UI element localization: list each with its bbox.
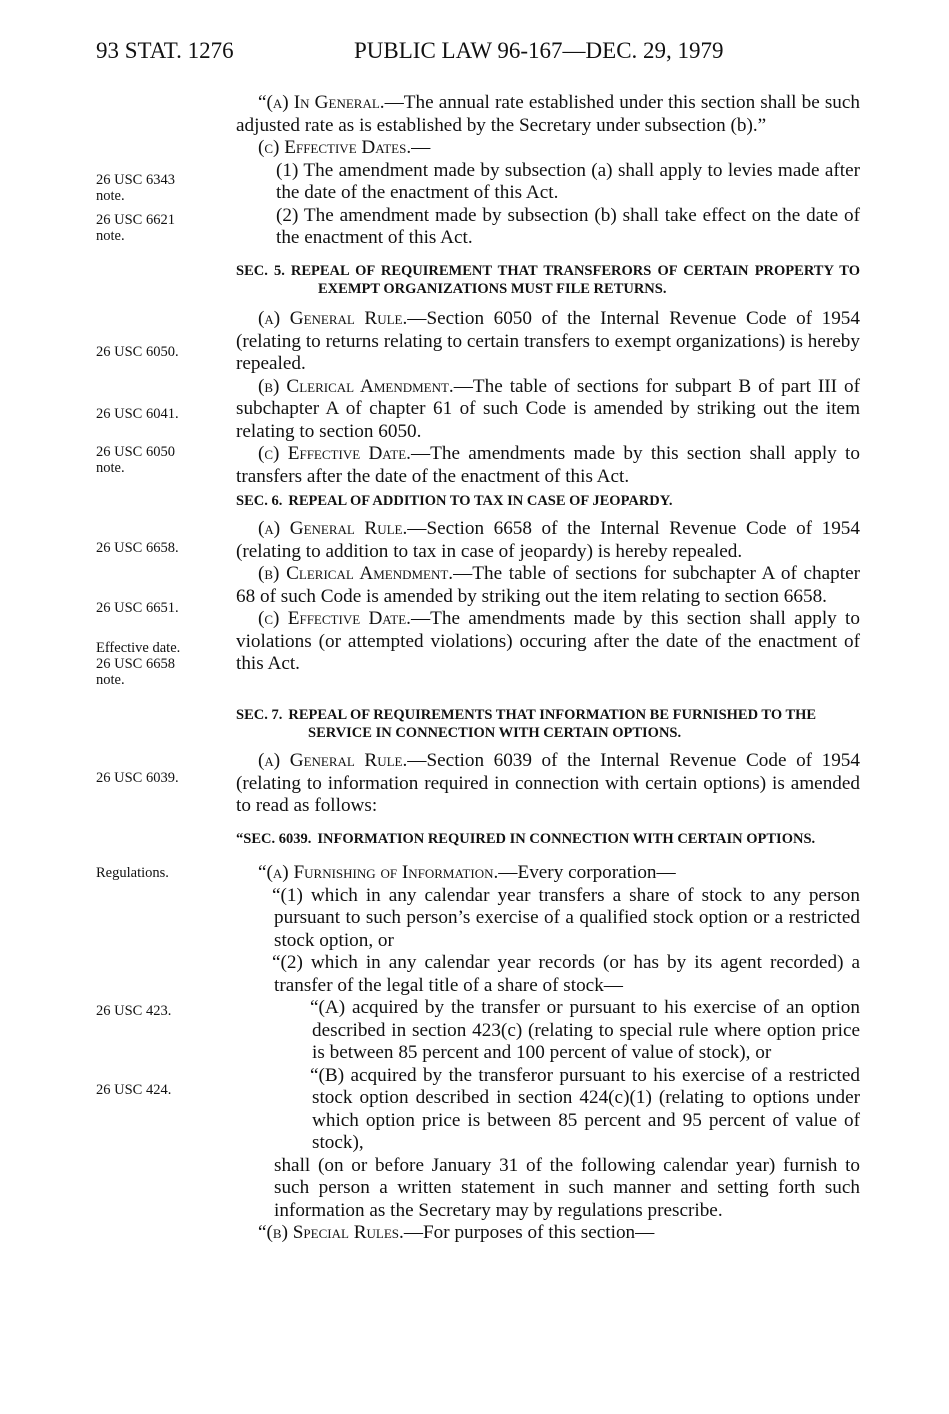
public-law-title: PUBLIC LAW 96-167—DEC. 29, 1979 <box>354 38 724 63</box>
margin-note: 26 USC 424. <box>96 1082 172 1098</box>
margin-note: 26 USC 6050 note. <box>96 444 175 476</box>
section-5 <box>236 262 860 488</box>
subsection-b: “(b) Special Rules.—For purposes of this section— <box>258 1222 655 1243</box>
section-5c: (c) Effective Date.—The amendments made by this section shall apply to transfers after the date of the enactment of this Act. <box>236 443 860 487</box>
clause-B: “(B) acquired by the transferor pursuant to his exercise of a restricted stock option described in section 424(c)(1) (relating to options under which option price is between 85 percent and 95 percent of value of stock), <box>310 1064 860 1153</box>
paragraph-general: “(a) In General.—The annual rate established under this section shall be such adjusted rate as is established by the Secretary under subsection (b).” <box>236 92 861 136</box>
section-6 <box>236 492 860 676</box>
margin-note: 26 USC 6658 note. <box>96 656 175 688</box>
clause-A: “(A) acquired by the transfer or pursuant to his exercise of an option described in section 423(c) (relating to special rule where option price is between 85 percent and 100 percent of value of stock), or <box>310 997 860 1063</box>
clause-1: “(1) which in any calendar year transfers a share of stock to any person pursuant to such person’s exercise of a qualified stock option or a restricted stock option, or <box>272 884 860 951</box>
paragraph-2: (2) The amendment made by subsection (b) shall take effect on the date of the enactment of this Act. <box>276 204 860 248</box>
section-heading: SEC. 5. REPEAL OF REQUIREMENT THAT TRANSFERORS OF CERTAIN PROPERTY TO EXEMPT ORGANIZATIONS MUST FILE RETURNS. <box>236 263 860 297</box>
margin-note: 26 USC 6039. <box>96 770 179 786</box>
subsection-a: “(a) Furnishing of Information.—Every corporation— <box>258 862 676 883</box>
margin-note: Regulations. <box>96 865 169 881</box>
body-text <box>236 92 860 250</box>
margin-note: 26 USC 6621 note. <box>96 212 175 244</box>
section-6039-heading: “SEC. 6039. INFORMATION REQUIRED IN CONNECTION WITH CERTAIN OPTIONS. <box>236 830 816 847</box>
margin-note: 26 USC 6041. <box>96 406 179 422</box>
section-7 <box>236 706 860 848</box>
margin-note: 26 USC 6050. <box>96 344 179 360</box>
margin-note: 26 USC 6658. <box>96 540 179 556</box>
stat-citation: 93 STAT. 1276 <box>96 38 234 63</box>
section-6c: (c) Effective Date.—The amendments made by this section shall apply to violations (or attempted violations) occuring after the date of the enactment of this Act. <box>236 608 860 674</box>
section-5b: (b) Clerical Amendment.—The table of sections for subpart B of part III of subchapter A of chapter 61 of such Code is amended by striking out the item relating to section 6050. <box>236 375 860 442</box>
paragraph-1: (1) The amendment made by subsection (a) shall apply to levies made after the date of the enactment of this Act. <box>276 159 860 203</box>
section-6a: (a) General Rule.—Section 6658 of the Internal Revenue Code of 1954 (relating to addition to tax in case of jeopardy) is hereby repealed. <box>236 518 860 562</box>
margin-note: 26 USC 6651. <box>96 600 179 616</box>
clause-2: “(2) which in any calendar year records (or has by its agent recorded) a transfer of the legal title of a share of stock— <box>272 952 860 996</box>
section-heading: SEC. 6. REPEAL OF ADDITION TO TAX IN CASE OF JEOPARDY. <box>236 493 673 509</box>
section-7a: (a) General Rule.—Section 6039 of the Internal Revenue Code of 1954 (relating to information required in connection with certain options) is amended to read as follows: <box>236 750 860 816</box>
section-heading: SEC. 7. REPEAL OF REQUIREMENTS THAT INFORMATION BE FURNISHED TO THE SERVICE IN CONNECTION WITH CERTAIN OPTIONS. <box>236 707 817 741</box>
margin-note: 26 USC 6343 note. <box>96 172 175 204</box>
margin-note: Effective date. <box>96 640 181 656</box>
margin-note: 26 USC 423. <box>96 1003 172 1019</box>
section-6b: (b) Clerical Amendment.—The table of sections for subchapter A of chapter 68 of such Code is amended by striking out the item relating to section 6658. <box>236 563 860 607</box>
section-5a: (a) General Rule.—Section 6050 of the Internal Revenue Code of 1954 (relating to returns relating to certain transfers to exempt organizations) is hereby repealed. <box>236 308 860 374</box>
paragraph-effective-dates: (c) Effective Dates.— <box>258 137 431 158</box>
section-6039-body <box>236 862 860 1245</box>
clause-shall: shall (on or before January 31 of the following calendar year) furnish to such person a written statement in such manner and setting forth such information as the Secretary may by regulations prescribe. <box>274 1154 860 1221</box>
